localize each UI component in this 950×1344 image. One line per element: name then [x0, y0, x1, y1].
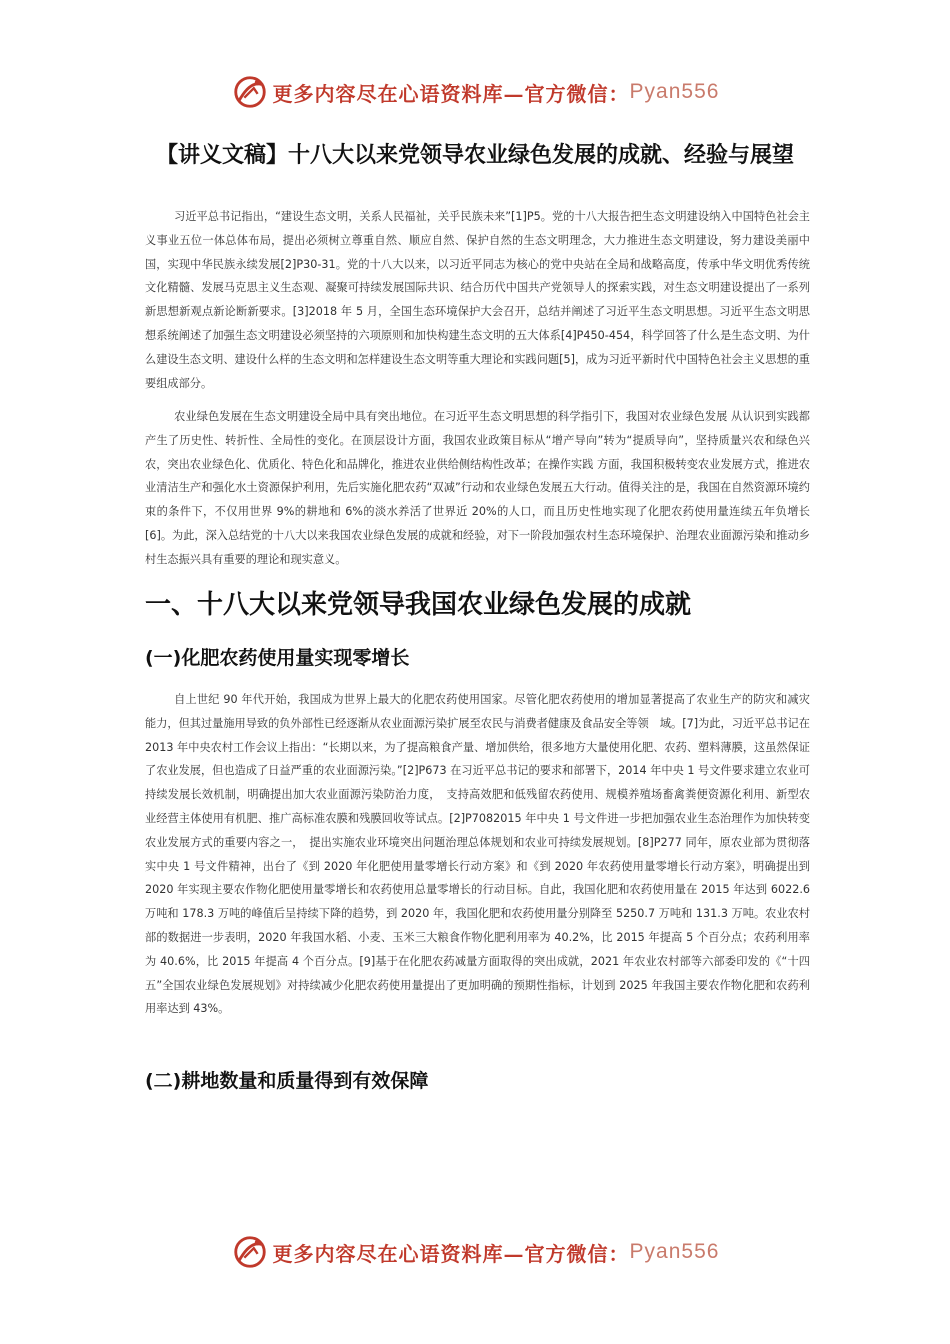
banner-wechat-id: Pyan556 [629, 80, 720, 103]
banner-wechat-id: Pyan556 [629, 1240, 720, 1263]
intro-paragraph-1: 习近平总书记指出，“建设生态文明，关系人民福祉，关乎民族未来”[1]P5。党的十八大报告把生态文明建设纳入中国特色社会主义事业五位一体总体布局，提出必须树立尊重自然、顺应自然、保护自然的生态文明理念，大力推进生态文明建设，努力建设美丽中国，实现中华民族永续发展[2]P30-31。党的十八大以来，以习近平同志为核心的党中央站在全局和战略高度，传承中华文明优秀传统文化精髓、发展马克思主义生态观、凝聚可持续发展国际共识、结合历代中国共产党领导人的探索实践，对生态文明建设提出了一系列新思想新观点新论断新要求。[3]2018 年 5 月，全国生态环境保护大会召开，总结并阐述了习近平生态文明思想。习近平生态文明思想系统阐述了加强生态文明建设必须坚持的六项原则和加快构建生态文明的五大体系[4]P450-454，科学回答了什么是生态文明、为什么建设生态文明、建设什么样的生态文明和怎样建设生态文明等重大理论和实践问题[5]，成为习近平新时代中国特色社会主义思想的重要组成部分。 [145, 210, 810, 390]
top-watermark-banner [0, 70, 950, 114]
body-paragraph-1: 自上世纪 90 年代开始，我国成为世界上最大的化肥农药使用国家。尽管化肥农药使用的增加显著提高了农业生产的防灾和减灾能力，但其过量施用导致的负外部性已经逐渐从农业面源污染扩展至农民与消费者健康及食品安全等领 域。[7]为此，习近平总书记在 2013 年中央农村工作会议上指出：“长期以来，为了提高粮食产量、增加供给，很多地方大量使用化肥、农药、塑料薄膜，这虽然保证了农业发展，但也造成了日益严重的农业面源污染。”[2]P673 在习近平总书记的要求和部署下，2014 年中央 1 号文件要求建立农业可持续发展长效机制，明确提出加大农业面源污染防治力度， 支持高效肥和低残留农药使用、规模养殖场畜禽粪便资源化利用、新型农业经营主体使用有机肥、推广高标准农膜和残膜回收等试点。[2]P7082015 年中央 1 号文件进一步把加强农业生态治理作为加快转变农业发展方式的重要内容之一， 提出实施农业环境突出问题治理总体规划和农业可持续发展规划。[8]P277 同年，原农业部为贯彻落实中央 1 号文件精神，出台了《到 2020 年化肥使用量零增长行动方案》和《到 2020 年农药使用量零增长行动方案》，明确提出到 2020 年实现主要农作物化肥使用量零增长和农药使用总量零增长的行动目标。自此，我国化肥和农药使用量在 2015 年达到 6022.6 万吨和 178.3 万吨的峰值后呈持续下降的趋势，到 2020 年，我国化肥和农药使用量分别降至 5250.7 万吨和 131.3 万吨。农业农村部的数据进一步表明，2020 年我国水稻、小麦、玉米三大粮食作物化肥利用率为 40.2%，比 2015 年提高 5 个百分点；农药利用率为 40.6%，比 2015 年提高 4 个百分点。[9]基于在化肥农药减量方面取得的突出成就，2021 年农业农村部等六部委印发的《“十四五”全国农业绿色发展规划》对持续减少化肥农药使用量提出了更加明确的预期性指标，计划到 2025 年我国主要农作物化肥和农药利用率达到 43%。 [145, 693, 810, 1016]
subsection-heading-1: (一)化肥农药使用量实现零增长 [145, 647, 410, 669]
subsection-heading-2: (二)耕地数量和质量得到有效保障 [145, 1070, 429, 1092]
intro-paragraph-2: 农业绿色发展在生态文明建设全局中具有突出地位。在习近平生态文明思想的科学指引下，我国对农业绿色发展 从认识到实践都产生了历史性、转折性、全局性的变化。在顶层设计方面，我国农业政策目标从“增产导向”转为“提质导向”，坚持质量兴农和绿色兴农，突出农业绿色化、优质化、特色化和品牌化，推进农业供给侧结构性改革；在操作实践 方面，我国积极转变农业发展方式，推进农业清洁生产和强化水土资源保护利用，先后实施化肥农药“双减”行动和农业绿色发展五大行动。值得关注的是，我国在自然资源环境约束的条件下，不仅用世界 9%的耕地和 6%的淡水养活了世界近 20%的人口，而且历史性地实现了化肥农药使用量连续五年负增长[6]。为此，深入总结党的十八大以来我国农业绿色发展的成就和经验，对下一阶段加强农村生态环境保护、治理农业面源污染和推动乡村生态振兴具有重要的理论和现实意义。 [145, 410, 810, 566]
banner-text: 更多内容尽在心语资料库—官方微信： [272, 81, 630, 106]
section-heading: 一、十八大以来党领导我国农业绿色发展的成就 [145, 590, 692, 620]
bottom-watermark-banner [0, 1230, 950, 1274]
banner-text: 更多内容尽在心语资料库—官方微信： [272, 1241, 630, 1266]
logo-icon [231, 1233, 269, 1271]
logo-icon [231, 73, 269, 111]
document-title: 【讲义文稿】十八大以来党领导农业绿色发展的成就、经验与展望 [155, 143, 794, 168]
